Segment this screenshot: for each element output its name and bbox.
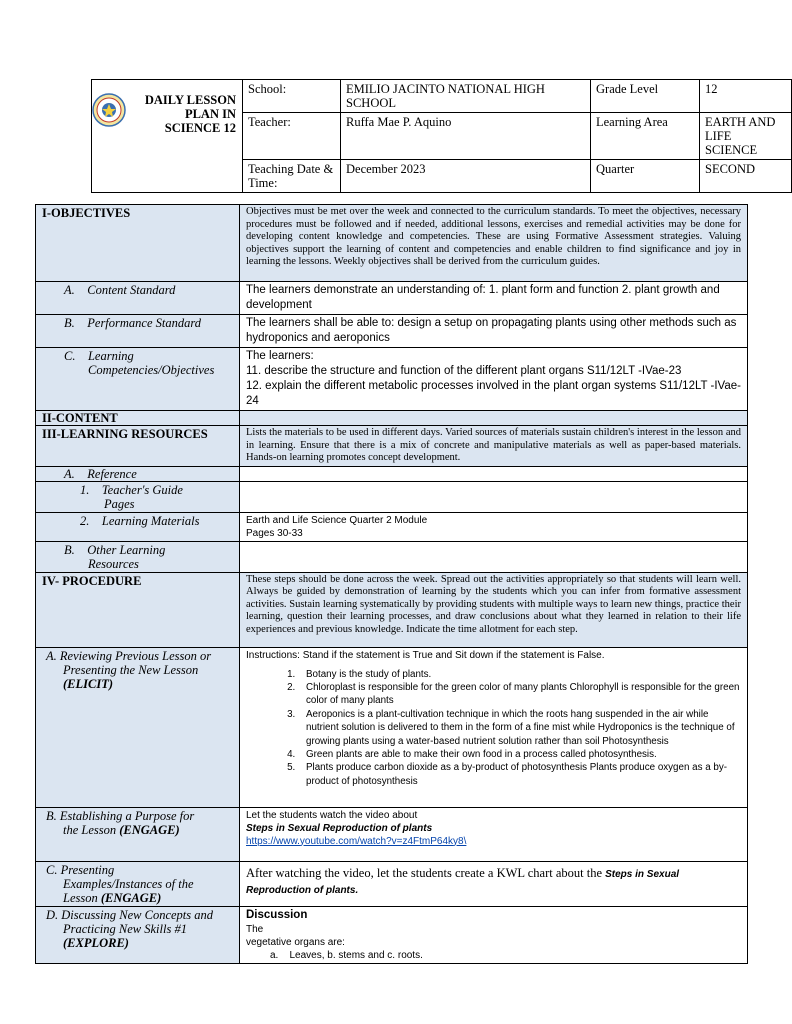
discussion-heading: Discussion	[246, 908, 308, 921]
competencies-label-line-1: C. Learning	[64, 349, 134, 363]
teachers-guide-label	[36, 481, 240, 512]
engage-purpose-content	[240, 807, 748, 861]
elicit-statement-list	[246, 668, 741, 789]
teacher-label: Teacher:	[243, 113, 341, 160]
engage-purpose-label-tag: (ENGAGE)	[119, 822, 180, 837]
reference-value	[240, 466, 748, 481]
teachers-guide-label-line-1: 1. Teacher's Guide	[80, 482, 183, 497]
objectives-heading: I-OBJECTIVES	[36, 205, 240, 282]
other-resources-label-line-1: B. Other Learning	[64, 542, 166, 557]
kwl-topic-part-2: Reproduction of plants.	[246, 884, 359, 896]
performance-standard-label: B. Performance Standard	[36, 315, 240, 348]
teachers-guide-label-line-2: Pages	[104, 496, 135, 511]
lesson-plan-title	[145, 93, 236, 135]
other-resources-value	[240, 541, 748, 572]
list-item: 2. Chloroplast is responsible for the green color of many plants Chlorophyll is responsible for the green color of many plants	[298, 681, 741, 708]
video-link[interactable]: https://www.youtube.com/watch?v=z4FtmP64ky8\	[246, 835, 467, 847]
discussion-line-1: The	[246, 923, 264, 935]
school-label: School:	[243, 80, 341, 113]
content-standard-text: The learners demonstrate an understanding of: 1. plant form and function 2. plant growth and development	[240, 282, 748, 315]
grade-value: 12	[700, 80, 792, 113]
engage-examples-label-line-1: C. Presenting	[46, 862, 115, 877]
engage-examples-label	[36, 861, 240, 906]
school-value: EMILIO JACINTO NATIONAL HIGH SCHOOL	[341, 80, 591, 113]
procedure-heading: IV- PROCEDURE	[36, 572, 240, 647]
date-label: Teaching Date & Time:	[243, 160, 341, 193]
title-line-2: PLAN IN	[184, 107, 236, 121]
explore-label-line-2: Practicing New Skills #1	[63, 921, 187, 936]
procedure-text: These steps should be done across the week. Spread out the activities appropriately so that students will learn well. Always be guided by demonstration of learning by the students which you can infer from formative assessment activities. Sustain learning systematically by providing students with multiple ways to learn new things, practice their learning, question their learning processes, and draw conclusions about what they learned in relation to their life experiences and previous knowledge. Indicate the time allotment for each step.	[240, 572, 748, 647]
area-value: EARTH AND LIFE SCIENCE	[700, 113, 792, 160]
content-value	[240, 411, 748, 426]
header-title-cell	[92, 80, 243, 193]
area-label: Learning Area	[591, 113, 700, 160]
title-line-3: SCIENCE 12	[164, 121, 236, 135]
engage-purpose-label-line-1: B. Establishing a Purpose for	[46, 808, 195, 823]
elicit-label-line-1: A. Reviewing Previous Lesson or	[46, 648, 212, 663]
other-resources-label	[36, 541, 240, 572]
competencies-line-2: 11. describe the structure and function of the different plant organs S11/12LT -IVae-23	[246, 365, 682, 377]
learning-materials-label: 2. Learning Materials	[36, 512, 240, 541]
competencies-label	[36, 348, 240, 411]
title-line-1: DAILY LESSON	[144, 93, 236, 107]
other-resources-label-line-2: Resources	[88, 556, 139, 571]
discussion-item: Leaves, b. stems and c. roots.	[289, 949, 423, 961]
quarter-value: SECOND	[700, 160, 792, 193]
engage-purpose-label	[36, 807, 240, 861]
engage-purpose-label-line-2: the Lesson	[63, 822, 117, 837]
elicit-label-line-2: Presenting the New Lesson	[63, 662, 199, 677]
competencies-line-1: The learners:	[246, 350, 314, 362]
content-standard-label: A. Content Standard	[36, 282, 240, 315]
discussion-content	[240, 906, 748, 963]
teachers-guide-value	[240, 481, 748, 512]
learning-materials-line-2: Pages 30-33	[246, 527, 303, 539]
grade-label: Grade Level	[591, 80, 700, 113]
date-value: December 2023	[341, 160, 591, 193]
elicit-instructions: Instructions: Stand if the statement is True and Sit down if the statement is False.	[246, 649, 605, 661]
lesson-plan-body	[35, 204, 747, 964]
explore-label-line-3: (EXPLORE)	[63, 935, 129, 950]
school-seal-icon	[92, 93, 126, 127]
content-heading: II-CONTENT	[36, 411, 240, 426]
learning-materials-value	[240, 512, 748, 541]
video-instruction: Let the students watch the video about	[246, 809, 418, 821]
discussion-line-2: vegetative organs are:	[246, 936, 345, 948]
competencies-text	[240, 348, 748, 411]
kwl-instruction	[240, 861, 748, 906]
explore-label-line-1: D. Discussing New Concepts and	[46, 907, 214, 922]
elicit-content	[240, 647, 748, 807]
learning-materials-line-1: Earth and Life Science Quarter 2 Module	[246, 514, 428, 526]
engage-examples-label-tag: (ENGAGE)	[100, 890, 162, 905]
lesson-plan-header	[91, 79, 776, 190]
performance-standard-text: The learners shall be able to: design a setup on propagating plants using other methods such as hydroponics and aeroponics	[240, 315, 748, 348]
engage-examples-label-line-3: Lesson	[63, 890, 98, 905]
list-item: 3. Aeroponics is a plant-cultivation technique in which the roots hang suspended in the air while nutrient solution is delivered to them in the form of a fine mist while Hydroponics is the technique of growing plants using a water-based nutrient solution rather than soil Photosynthesis	[298, 708, 741, 748]
reference-label: A. Reference	[36, 466, 240, 481]
resources-heading: III-LEARNING RESOURCES	[36, 426, 240, 467]
resources-text: Lists the materials to be used in different days. Varied sources of materials sustain children's interest in the lesson and in learning. Ensure that there is a mix of concrete and manipulative materials as well as paper-based materials. Hands-on learning promotes concept development.	[240, 426, 748, 467]
competencies-label-line-2: Competencies/Objectives	[88, 363, 215, 377]
quarter-label: Quarter	[591, 160, 700, 193]
list-item: 1. Botany is the study of plants.	[298, 668, 741, 681]
kwl-instruction-text: After watching the video, let the students create a KWL chart about the	[246, 865, 602, 880]
engage-examples-label-line-2: Examples/Instances of the	[63, 876, 194, 891]
video-title: Steps in Sexual Reproduction of plants	[246, 822, 433, 834]
teacher-value: Ruffa Mae P. Aquino	[341, 113, 591, 160]
discussion-item-marker: a.	[270, 949, 279, 961]
objectives-text: Objectives must be met over the week and connected to the curriculum standards. To meet the objectives, necessary procedures must be followed and if needed, additional lessons, exercises and remedial activities may be done for developing content knowledge and competencies. These are using Formative Assessment strategies. Valuing objectives support the learning of content and competencies and enable children to find significance and joy in learning the lessons. Weekly objectives shall be derived from the curriculum guides.	[240, 205, 748, 282]
list-item: 4. Green plants are able to make their own food in a process called photosynthesis.	[298, 748, 741, 761]
elicit-label-line-3: (ELICIT)	[63, 676, 113, 691]
competencies-line-3: 12. explain the different metabolic processes involved in the plant organ systems S11/12LT -IVae-24	[246, 380, 741, 407]
explore-label	[36, 906, 240, 963]
kwl-topic-part-1: Steps in Sexual	[605, 868, 680, 880]
list-item: 5. Plants produce carbon dioxide as a by-product of photosynthesis Plants produce oxygen as a by-product of photosynthesis	[298, 761, 741, 788]
elicit-label	[36, 647, 240, 807]
